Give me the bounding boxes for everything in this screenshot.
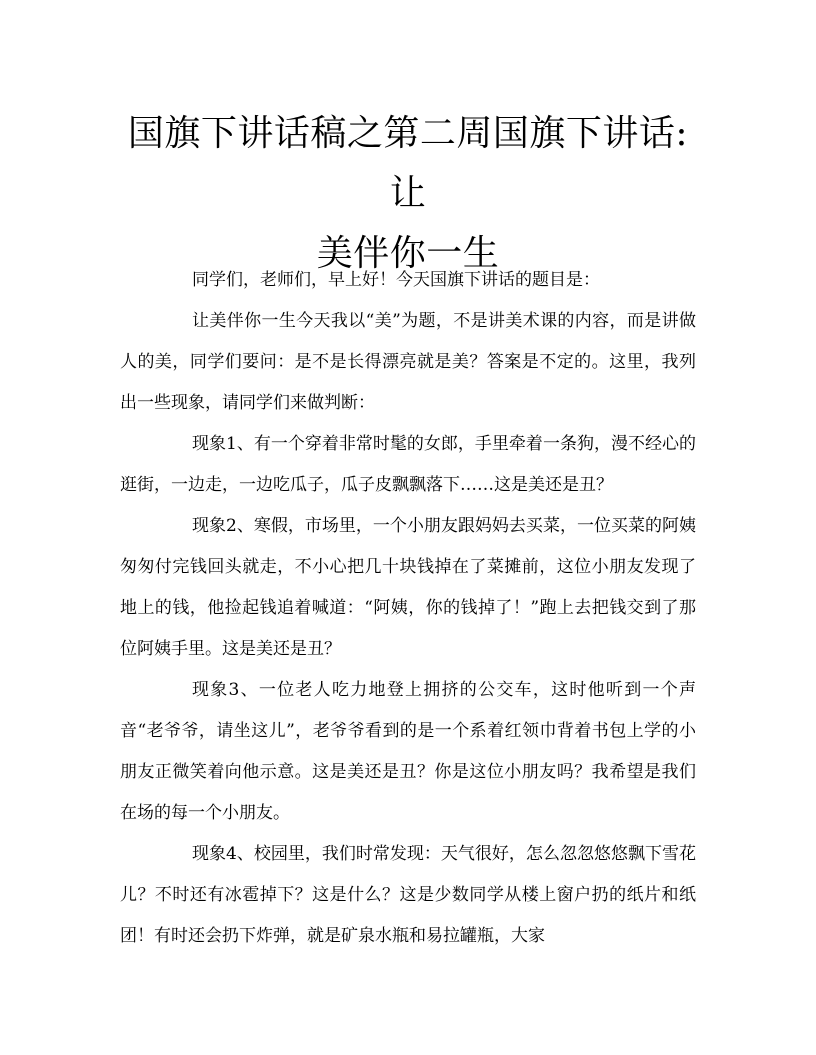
document-title [118,104,698,284]
paragraph-phenomenon-2: 现象2、寒假，市场里，一个小朋友跟妈妈去买菜，一位买菜的阿姨匆匆付完钱回头就走，不小心把几十块钱掉在了菜摊前，这位小朋友发现了地上的钱，他捡起钱追着喊道：“阿姨，你的钱掉了！”跑上去把钱交到了那位阿姨手里。这是美还是丑？ [120,516,696,659]
paragraph-phenomenon-3: 现象3、一位老人吃力地登上拥挤的公交车，这时他听到一个声音“老爷爷，请坐这儿”，老爷爷看到的是一个系着红领巾背着书包上学的小朋友正微笑着向他示意。这是美还是丑？你是这位小朋友吗？我希望是我们在场的每一个小朋友。 [120,680,696,823]
paragraph-phenomenon-4: 现象4、校园里，我们时常发现：天气很好，怎么忽忽悠悠飘下雪花儿？不时还有冰雹掉下？这是什么？这是少数同学从楼上窗户扔的纸片和纸团！有时还会扔下炸弹，就是矿泉水瓶和易拉罐瓶，大家 [120,844,696,946]
title-line-1: 国旗下讲话稿之第二周国旗下讲话:让 [127,113,689,214]
paragraph-phenomenon-1: 现象1、有一个穿着非常时髦的女郎，手里牵着一条狗，漫不经心的逛街，一边走，一边吃瓜子，瓜子皮飘飘落下……这是美还是丑？ [120,434,696,495]
title-line-2: 美伴你一生 [316,233,500,274]
paragraph-intro: 让美伴你一生今天我以“美”为题，不是讲美术课的内容，而是讲做人的美，同学们要问：是不是长得漂亮就是美？答案是不定的。这里，我列出一些现象，请同学们来做判断： [120,311,696,413]
paragraph-greeting: 同学们，老师们，早上好！今天国旗下讲话的题目是： [192,270,600,290]
document-body [120,260,696,957]
